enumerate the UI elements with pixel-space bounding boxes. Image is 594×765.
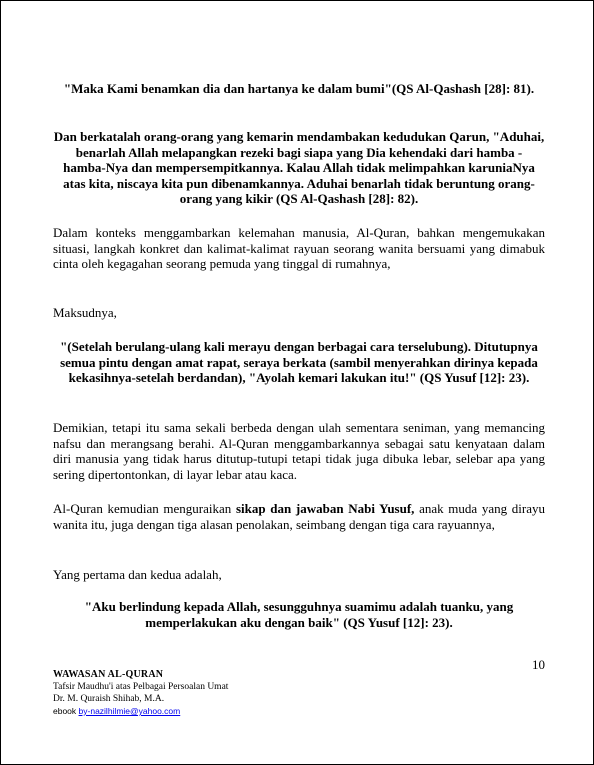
quote-qashash-82: Dan berkatalah orang-orang yang kemarin mendambakan kedudukan Qarun, "Aduhai, benarlah Allah melapangkan rezeki bagi siapa yang Dia kehendaki dari hamba - hamba-Nya dan mempersempitkannya. Kalau Allah tidak melimpahkan karuniaNya atas kita, niscaya kita pun dibenamkannya. Aduhai benarlah tidak beruntung orang-orang yang kikir (QS Al-Qashash [28]: 82). [53,129,545,206]
footer-ebook: ebook by-nazilhilmie@yahoo.com [53,706,181,716]
footer-title: WAWASAN AL-QURAN [53,669,164,680]
footer-author: Dr. M. Quraish Shihab, M.A. [53,694,165,704]
paragraph-konteks: Dalam konteks menggambarkan kelemahan manusia, Al-Quran, bahkan mengemukakan situasi, langkah konkret dan kalimat-kalimat rayuan seorang wanita bersuami yang dimabuk cinta oleh kegagahan seorang pemuda yang tinggal di rumahnya, [53,225,545,271]
quote-yusuf-23-a: "(Setelah berulang-ulang kali merayu dengan berbagai cara terselubung). Ditutupnya semua pintu dengan amat rapat, seraya berkata (sambil menyerahkan dirinya kepada kekasihnya-setelah berdandan), "Ayolah kemari lakukan itu!" (QS Yusuf [12]: 23). [60,339,538,385]
footer-subtitle: Tafsir Maudhu'i atas Pelbagai Persoalan Umat [53,682,229,692]
quote-yusuf-23-b: "Aku berlindung kepada Allah, sesungguhnya suamimu adalah tuanku, yang memperlakukan aku dengan baik" (QS Yusuf [12]: 23). [84,599,514,630]
paragraph-pertama-kedua: Yang pertama dan kedua adalah, [53,567,222,582]
footer [53,669,228,718]
page-number: 10 [532,657,545,672]
paragraph-maksudnya: Maksudnya, [53,305,117,320]
bold-phrase: sikap dan jawaban Nabi Yusuf, [235,501,415,516]
paragraph-demikian: Demikian, tetapi itu sama sekali berbeda dengan ulah sementara seniman, yang memancing nafsu dan merangsang berahi. Al-Quran menggambarkannya sebagai satu kenyataan dalam diri manusia yang tidak harus ditutup-tutupi tetapi tidak juga dibuka lebar, selebar apa yang sering dipertontonkan, di layar lebar atau kaca. [53,420,545,482]
paragraph-nabi-yusuf: Al-Quran kemudian menguraikan sikap dan jawaban Nabi Yusuf, anak muda yang dirayu wanita itu, juga dengan tiga alasan penolakan, seimbang dengan tiga cara rayuannya, [53,501,546,532]
quote-qashash-81: "Maka Kami benamkan dia dan hartanya ke dalam bumi"(QS Al-Qashash [28]: 81). [63,81,535,96]
ebook-email-link[interactable]: by-nazilhilmie@yahoo.com [78,706,181,716]
